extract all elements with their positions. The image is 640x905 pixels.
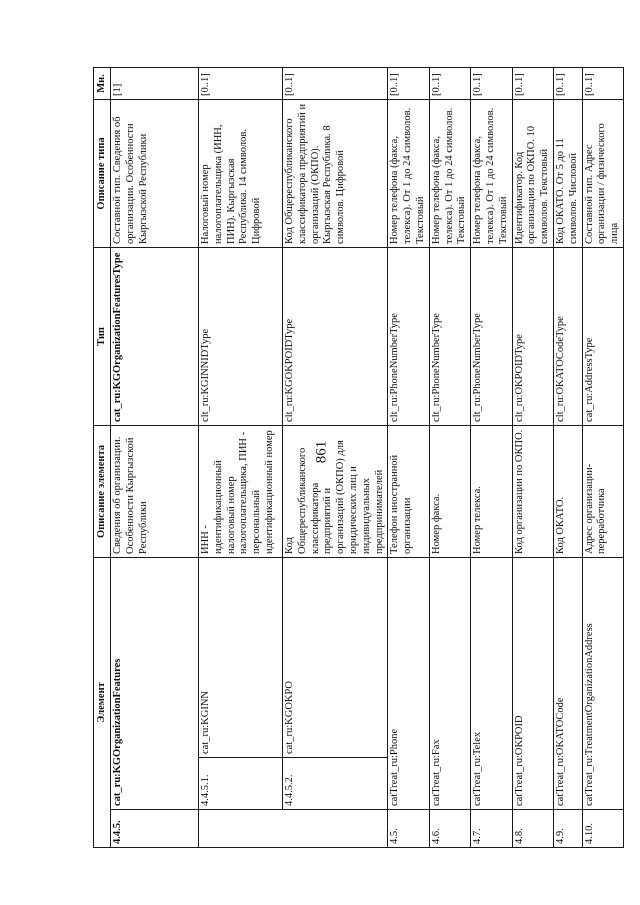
cell-type: cat_ru:AddressType: [582, 247, 623, 425]
header-type-description: Описание типа: [94, 99, 111, 247]
cell-type: clt_ru:KGINNIDType: [199, 247, 283, 425]
cell-element-desc: Код Общереспубликанского классификатора предприятий и организаций (ОКПО) для юридических лиц и индивидуальных предпринимателей: [283, 425, 388, 557]
cell-type: clt_ru:PhoneNumberType: [388, 247, 429, 425]
cell-element-desc: Телефон иностранной организации: [388, 425, 429, 557]
table-row: [429, 67, 470, 847]
cell-type-desc: Составной тип. Сведения об организации. Особенности Кыргызской Республики: [111, 99, 199, 247]
cell-mult: [0..1]: [283, 67, 388, 99]
cell-mult: [0..1]: [388, 67, 429, 99]
cell-mult: [1]: [111, 67, 199, 99]
header-element-description: Описание элемента: [94, 425, 111, 557]
cell-mult: [0..1]: [582, 67, 623, 99]
cell-element: cat_ru:KGOKPO: [283, 557, 388, 757]
cell-type-desc: Налоговый номер налогоплательщика (ИНН, ПИН). Кыргызская Республика. 14 символов. Цифровой: [199, 99, 283, 247]
cell-type-desc: Номер телефона (факса, телекса). От 1 до 24 символов. Текстовый: [388, 99, 429, 247]
cell-element: catTreat_ru:OKPOID: [512, 557, 553, 809]
cell-subnum: 4.4.5.2.: [283, 758, 388, 810]
header-element: Элемент: [94, 557, 111, 847]
cell-mult: [0..1]: [553, 67, 582, 99]
table-row: [388, 67, 429, 847]
cell-element: catTreat_ru:Telex: [471, 557, 512, 809]
page-number: 861: [313, 440, 330, 464]
cell-num: 4.8.: [512, 810, 553, 848]
cell-num: 4.7.: [471, 810, 512, 848]
cell-type-desc: Код Общереспубликанского классификатора предприятий и организаций (ОКПО). Кыргызская Республика. 8 символов. Цифровой: [283, 99, 388, 247]
cell-type: clt_ru:PhoneNumberType: [471, 247, 512, 425]
table-row: [199, 67, 283, 847]
cell-element: catTreat_ru:Fax: [429, 557, 470, 809]
specification-table: [93, 67, 624, 848]
cell-element-desc: Номер факса.: [429, 425, 470, 557]
cell-num: 4.5.: [388, 810, 429, 848]
cell-type-desc: Код ОКАТО. От 5 до 11 символов. Числовой: [553, 99, 582, 247]
cell-mult: [0..1]: [471, 67, 512, 99]
cell-element-desc: Номер телекса.: [471, 425, 512, 557]
header-type: Тип: [94, 247, 111, 425]
table-row: [111, 67, 199, 847]
cell-element-desc: Код ОКАТО.: [553, 425, 582, 557]
cell-type-desc: Номер телефона (факса, телекса). От 1 до 24 символов. Текстовый: [471, 99, 512, 247]
cell-element-desc: Адрес организации-переработчика: [582, 425, 623, 557]
cell-element-desc: Сведения об организации. Особенности Кыргызской Республики: [111, 425, 199, 557]
document-sheet: [93, 68, 621, 848]
cell-mult: [0..1]: [512, 67, 553, 99]
cell-type: clt_ru:PhoneNumberType: [429, 247, 470, 425]
cell-element: catTreat_ru:OKATOCode: [553, 557, 582, 809]
cell-num: 4.6.: [429, 810, 470, 848]
cell-type-desc: Идентификатор. Код организации по ОКПО. 10 символов. Текстовый: [512, 99, 553, 247]
cell-num: 4.10.: [582, 810, 623, 848]
table-header-row: [94, 67, 111, 847]
cell-type: clt_ru:OKATOCodeType: [553, 247, 582, 425]
table-row: [471, 67, 512, 847]
table-row: [582, 67, 623, 847]
cell-type: clt_ru:OKPOIDType: [512, 247, 553, 425]
cell-element: cat_ru:KGOrganizationFeatures: [111, 557, 199, 809]
table-row: [512, 67, 553, 847]
cell-subnum: 4.4.5.1.: [199, 758, 283, 810]
cell-element: catTreat_ru:Phone: [388, 557, 429, 809]
cell-num: 4.9.: [553, 810, 582, 848]
cell-element: cat_ru:KGINN: [199, 557, 283, 757]
cell-mult: [0..1]: [199, 67, 283, 99]
cell-mult: [0..1]: [429, 67, 470, 99]
cell-num: [283, 810, 388, 848]
cell-type-desc: Составной тип. Адрес организации / физического лица: [582, 99, 623, 247]
table-row: [553, 67, 582, 847]
cell-element-desc: Код организации по ОКПО.: [512, 425, 553, 557]
cell-num: 4.4.5.: [111, 810, 199, 848]
cell-type: clt_ru:KGOKPOIDType: [283, 247, 388, 425]
cell-element-desc: ИНН - идентификационный налоговый номер налогоплательщика, ПИН - персональный идентификационный номер: [199, 425, 283, 557]
cell-type-desc: Номер телефона (факса, телекса). От 1 до 24 символов. Текстовый: [429, 99, 470, 247]
table-row: [283, 67, 388, 847]
header-multiplicity: Мн.: [94, 67, 111, 99]
cell-element: catTreat_ru:TreatmentOrganizationAddress: [582, 557, 623, 809]
cell-type: cat_ru:KGOrganizationFeaturesType: [111, 247, 199, 425]
cell-num: [199, 810, 283, 848]
